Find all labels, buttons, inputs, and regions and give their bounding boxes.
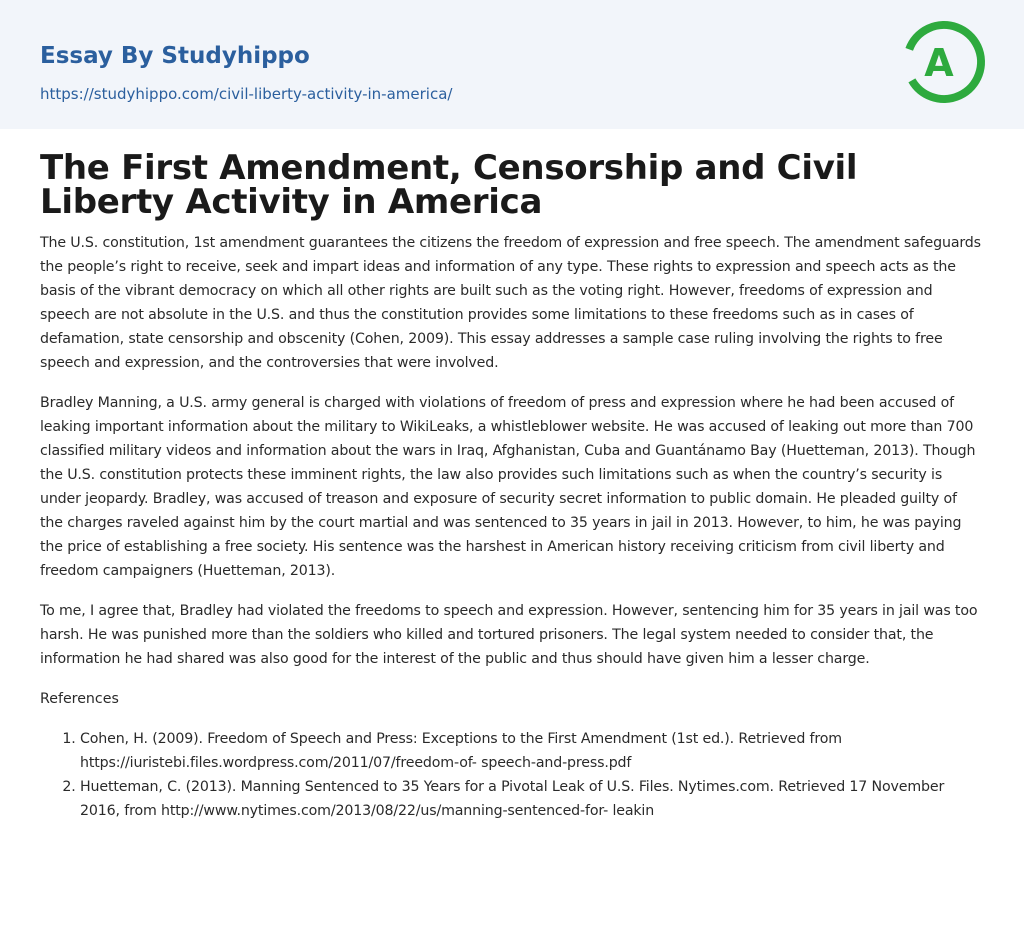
essay-title: The First Amendment, Censorship and Civil Liberty Activity in America <box>40 148 858 222</box>
references-heading: References <box>40 691 119 707</box>
reference-item-1: 1. Cohen, H. (2009). Freedom of Speech and Press: Exceptions to the First Amendment (1st ed.). Retrieved from https://iuristebi.files.wordpress.com/2011/07/freedom-of- speech-and-press.pdf <box>80 727 984 775</box>
reference-item-2: 2. Huetteman, C. (2013). Manning Sentenced to 35 Years for a Pivotal Leak of U.S. Files. Nytimes.com. Retrieved 17 November 2016, from http://www.nytimes.com/2013/08/22/us/manning-sentenced-for- leakin <box>80 775 984 823</box>
logo-letter: A <box>924 41 954 85</box>
site-header <box>0 0 1024 129</box>
studyhippo-logo-icon[interactable] <box>900 18 988 106</box>
essay-paragraph-3: To me, I agree that, Bradley had violated the freedoms to speech and expression. However, sentencing him for 35 years in jail was too harsh. He was punished more than the soldiers who killed and tortured prisoners. The legal system needed to consider that, the information he had shared was also good for the interest of the public and thus should have given him a lesser charge. <box>40 603 978 667</box>
essay-url-link[interactable]: https://studyhippo.com/civil-liberty-activity-in-america/ <box>40 85 453 103</box>
essay-paragraph-2: Bradley Manning, a U.S. army general is charged with violations of freedom of press and expression where he had been accused of leaking important information about the military to WikiLeaks, a whistleblower website. He was accused of leaking out more than 700 classified military videos and information about the wars in Iraq, Afghanistan, Cuba and Guantánamo Bay (Huetteman, 2013). Though the U.S. constitution protects these imminent rights, the law also provides such limitations such as when the country’s security is under jeopardy. Bradley, was accused of treason and exposure of security secret information to public domain. He pleaded guilty of the charges raveled against him by the court martial and was sentenced to 35 years in jail in 2013. However, to him, he was paying the price of establishing a free society. His sentence was the harshest in American history receiving criticism from civil liberty and freedom campaigners (Huetteman, 2013). <box>40 395 976 579</box>
essay-paragraph-1: The U.S. constitution, 1st amendment guarantees the citizens the freedom of expression and free speech. The amendment safeguards the people’s right to receive, seek and impart ideas and information of any type. These rights to expression and speech acts as the basis of the vibrant democracy on which all other rights are built such as the voting right. However, freedoms of expression and speech are not absolute in the U.S. and thus the constitution provides some limitations to these freedoms such as in cases of defamation, state censorship and obscenity (Cohen, 2009). This essay addresses a sample case ruling involving the rights to free speech and expression, and the controversies that were involved. <box>40 235 981 371</box>
brand-title: Essay By Studyhippo <box>40 43 310 69</box>
references-list <box>40 727 984 823</box>
essay-content <box>0 148 1024 823</box>
